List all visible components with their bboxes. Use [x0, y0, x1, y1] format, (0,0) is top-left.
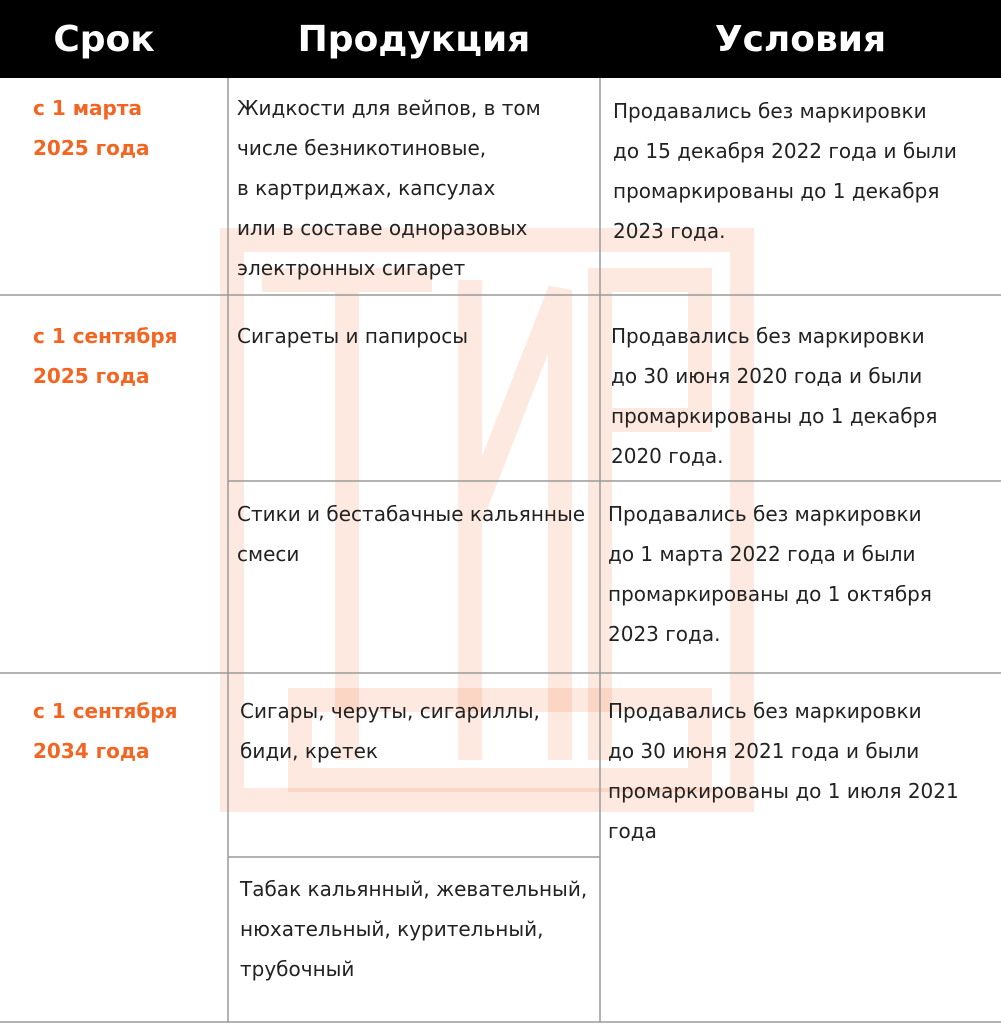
product-line: электронных сигарет	[237, 256, 466, 280]
condition-cell	[608, 691, 959, 851]
condition-line: промаркированы до 1 июля 2021	[608, 779, 959, 803]
date-line: 2025 года	[33, 136, 150, 160]
product-cell	[237, 88, 541, 288]
date-cell	[33, 691, 178, 771]
product-line: Жидкости для вейпов, в том	[237, 96, 541, 120]
product-line: Стики и бестабачные кальянные	[237, 502, 586, 526]
product-cell	[240, 869, 587, 989]
product-line: Табак кальянный, жевательный,	[240, 877, 588, 901]
product-line: смеси	[237, 542, 300, 566]
product-cell	[237, 316, 468, 356]
condition-line: промаркированы до 1 декабря	[611, 404, 938, 428]
condition-cell	[611, 316, 937, 476]
condition-line: 2020 года.	[611, 444, 724, 468]
product-line: трубочный	[240, 957, 355, 981]
date-line: с 1 сентября	[33, 699, 178, 723]
condition-line: промаркированы до 1 декабря	[613, 179, 940, 203]
condition-line: Продавались без маркировки	[613, 99, 927, 123]
date-line: с 1 сентября	[33, 324, 178, 348]
condition-line: года	[608, 819, 657, 843]
condition-line: до 15 декабря 2022 года и были	[613, 139, 957, 163]
product-line: в картриджах, капсулах	[237, 176, 496, 200]
condition-line: промаркированы до 1 октября	[608, 582, 932, 606]
condition-line: до 1 марта 2022 года и были	[608, 542, 916, 566]
header-products: Продукция	[297, 19, 531, 60]
condition-line: 2023 года.	[608, 622, 721, 646]
product-line: или в составе одноразовых	[237, 216, 528, 240]
product-cell	[240, 691, 540, 771]
date-line: 2025 года	[33, 364, 150, 388]
date-cell	[33, 316, 178, 396]
date-cell	[33, 88, 149, 168]
condition-cell	[608, 494, 932, 654]
condition-line: 2023 года.	[613, 219, 726, 243]
product-cell	[237, 494, 585, 574]
condition-line: Продавались без маркировки	[611, 324, 925, 348]
date-line: с 1 марта	[33, 96, 142, 120]
condition-line: до 30 июня 2020 года и были	[611, 364, 923, 388]
date-line: 2034 года	[33, 739, 150, 763]
header-term: Срок	[53, 19, 155, 60]
product-line: Сигары, черуты, сигариллы,	[240, 699, 540, 723]
product-line: нюхательный, курительный,	[240, 917, 544, 941]
header-conditions: Условия	[714, 19, 887, 60]
product-line: Сигареты и папиросы	[237, 324, 469, 348]
condition-line: Продавались без маркировки	[608, 699, 922, 723]
condition-line: Продавались без маркировки	[608, 502, 922, 526]
product-line: биди, кретек	[240, 739, 378, 763]
product-line: числе безникотиновые,	[237, 136, 487, 160]
condition-cell	[613, 91, 957, 251]
condition-line: до 30 июня 2021 года и были	[608, 739, 920, 763]
